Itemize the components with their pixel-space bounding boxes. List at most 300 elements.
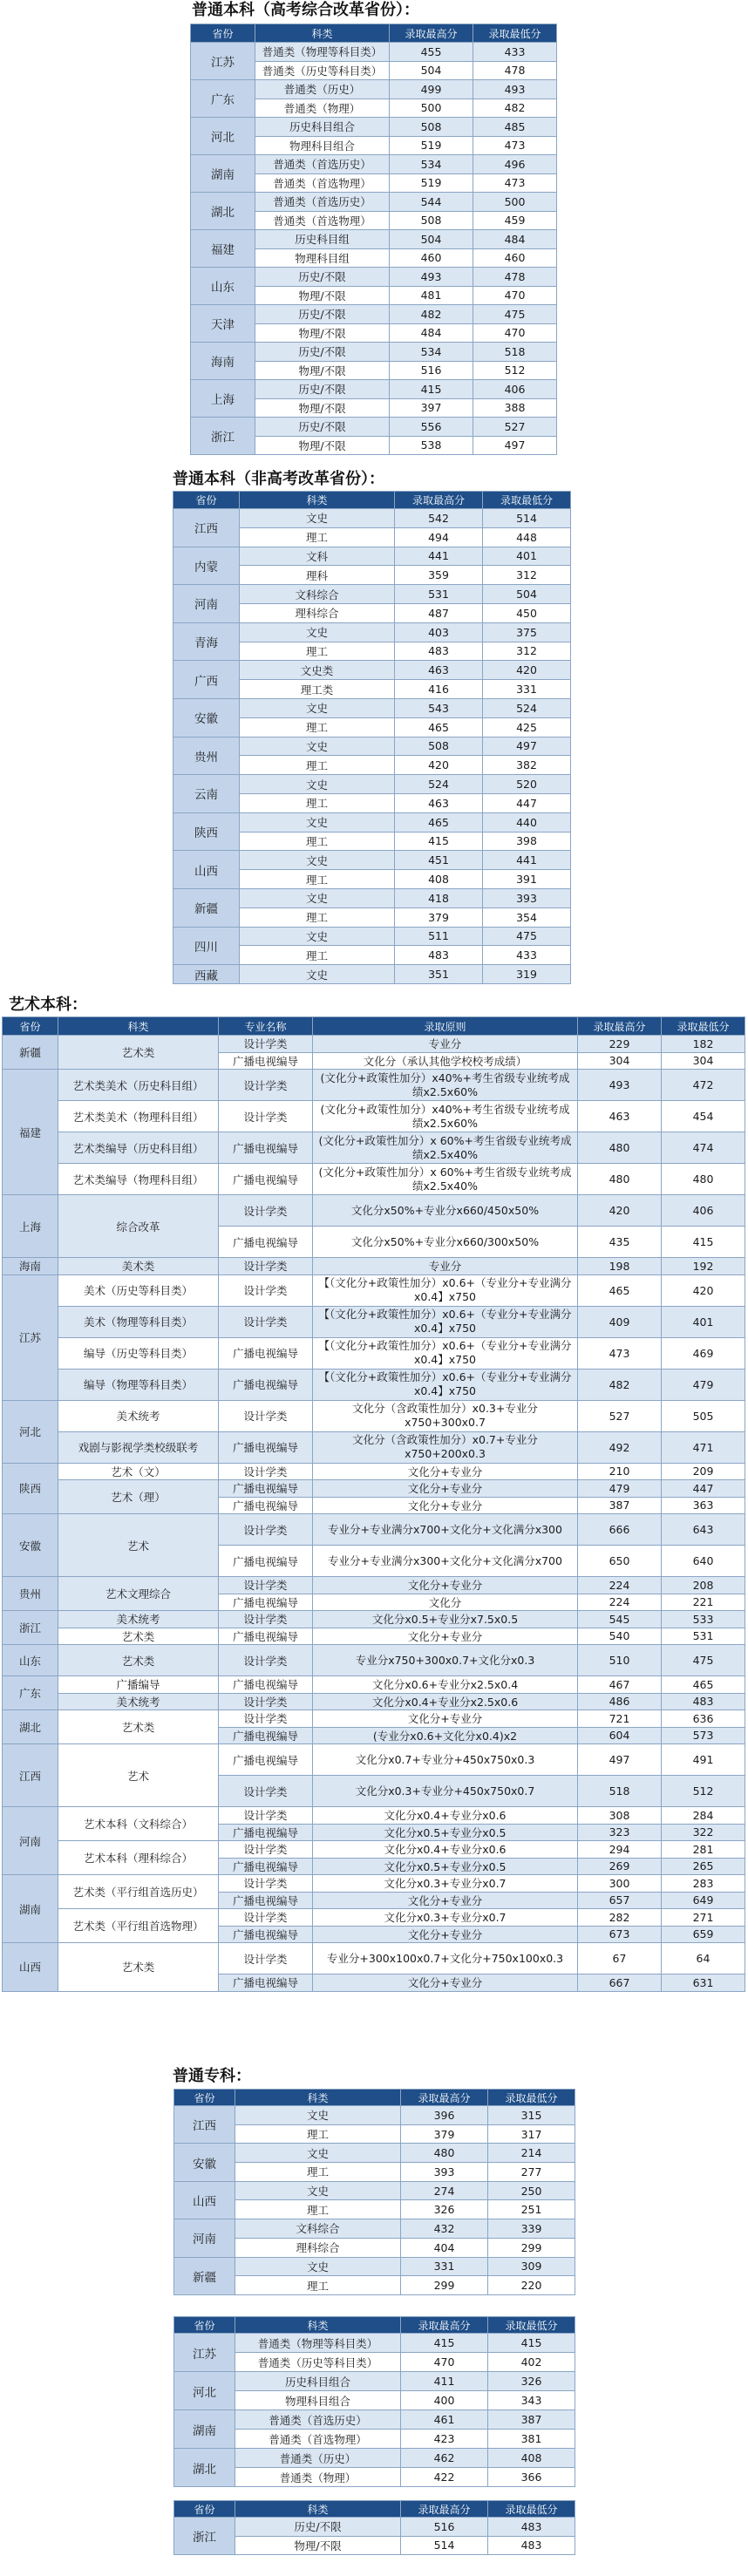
- max-score-cell: 657: [578, 1892, 662, 1909]
- table-row: [173, 927, 571, 946]
- max-score-cell: 482: [578, 1369, 662, 1400]
- province-cell: 江西: [173, 509, 240, 547]
- max-score-cell: 673: [578, 1926, 662, 1943]
- max-score-cell: 534: [390, 343, 473, 362]
- min-score-cell: 533: [662, 1611, 745, 1628]
- category-cell: 综合改革: [58, 1195, 219, 1258]
- max-score-cell: 351: [395, 965, 483, 984]
- min-score-cell: 505: [662, 1400, 745, 1431]
- min-score-cell: 500: [473, 193, 557, 212]
- rule-cell: 专业分: [313, 1036, 578, 1053]
- subject-cell: 理工: [240, 527, 395, 547]
- min-score-cell: 208: [662, 1577, 745, 1594]
- category-cell: 艺术: [58, 1514, 219, 1577]
- max-score-cell: 323: [578, 1824, 662, 1841]
- subject-cell: 文史: [240, 509, 395, 528]
- province-cell: 广东: [3, 1676, 58, 1710]
- table-row: [3, 1710, 745, 1728]
- header-row: [174, 2317, 575, 2334]
- max-score-cell: 415: [401, 2334, 488, 2353]
- major-cell: 广播电视编导: [219, 1369, 313, 1400]
- rule-cell: 文化分（含政策性加分）x0.7+专业分x750+200x0.3: [313, 1431, 578, 1463]
- subject-cell: 普通类（物理）: [255, 99, 390, 118]
- category-cell: 艺术类: [58, 1710, 219, 1744]
- max-score-cell: 420: [395, 756, 483, 775]
- max-score-cell: 423: [401, 2430, 488, 2449]
- province-cell: 上海: [3, 1195, 58, 1258]
- major-cell: 设计学类: [219, 1400, 313, 1431]
- max-score-cell: 527: [578, 1400, 662, 1431]
- table-row: [3, 1875, 745, 1893]
- table-row: [191, 155, 557, 174]
- major-cell: 设计学类: [219, 1514, 313, 1546]
- rule-cell: 专业分+专业满分x300+文化分+文化满分x700: [313, 1546, 578, 1577]
- max-score-cell: 418: [395, 888, 483, 907]
- max-score-cell: 331: [401, 2257, 488, 2276]
- subject-cell: 理工: [235, 2124, 401, 2144]
- max-score-cell: 198: [578, 1258, 662, 1275]
- max-score-cell: 326: [401, 2200, 488, 2219]
- province-cell: 浙江: [3, 1611, 58, 1645]
- subject-cell: 理科综合: [235, 2238, 401, 2257]
- subject-cell: 历史科目组: [255, 230, 390, 249]
- subject-cell: 历史科目组合: [235, 2372, 401, 2391]
- subject-cell: 普通类（首选物理）: [255, 211, 390, 230]
- subject-cell: 物理科目组合: [235, 2391, 401, 2410]
- rule-cell: (文化分+政策性加分）x40%+考生省级专业统考成绩x2.5x60%: [313, 1070, 578, 1101]
- max-score-cell: 538: [390, 436, 473, 455]
- rule-cell: (文化分+政策性加分）x40%+考生省级专业统考成绩x2.5x60%: [313, 1101, 578, 1132]
- subject-cell: 文科: [240, 547, 395, 566]
- rule-cell: 文化分+专业分: [313, 1892, 578, 1909]
- table-row: [3, 1744, 745, 1776]
- table-row: [3, 1070, 745, 1101]
- min-score-cell: 366: [488, 2468, 575, 2487]
- province-cell: 河北: [174, 2372, 235, 2410]
- table-row: [191, 80, 557, 99]
- max-score-cell: 508: [390, 118, 473, 137]
- rule-cell: 文化分+专业分: [313, 1710, 578, 1728]
- province-cell: 山东: [191, 268, 255, 305]
- subject-cell: 文史: [240, 775, 395, 794]
- max-score-cell: 604: [578, 1727, 662, 1744]
- major-cell: 设计学类: [219, 1195, 313, 1227]
- category-cell: 艺术本科（理科综合）: [58, 1841, 219, 1875]
- table-row: [3, 1431, 745, 1463]
- province-cell: 河南: [173, 585, 240, 623]
- min-score-cell: 482: [473, 99, 557, 118]
- min-score-cell: 524: [483, 698, 571, 717]
- min-score-cell: 514: [483, 509, 571, 528]
- max-score-cell: 463: [395, 793, 483, 812]
- max-score-cell: 465: [395, 717, 483, 737]
- subject-cell: 历史/不限: [255, 343, 390, 362]
- min-score-cell: 474: [662, 1132, 745, 1164]
- subject-cell: 文史: [240, 965, 395, 984]
- major-cell: 广播电视编导: [219, 1164, 313, 1195]
- province-cell: 贵州: [173, 737, 240, 775]
- min-score-cell: 312: [483, 566, 571, 585]
- column-header: 省份: [174, 2317, 235, 2334]
- major-cell: 设计学类: [219, 1611, 313, 1628]
- max-score-cell: 483: [395, 946, 483, 965]
- min-score-cell: 309: [488, 2257, 575, 2276]
- column-header: 省份: [191, 24, 255, 43]
- max-score-cell: 504: [390, 230, 473, 249]
- max-score-cell: 224: [578, 1594, 662, 1611]
- min-score-cell: 425: [483, 717, 571, 737]
- rule-cell: 文化分x50%+专业分x660/450x50%: [313, 1195, 578, 1227]
- min-score-cell: 214: [488, 2144, 575, 2163]
- province-cell: 江西: [3, 1744, 58, 1807]
- province-cell: 湖南: [3, 1875, 58, 1943]
- min-score-cell: 381: [488, 2430, 575, 2449]
- table-row: [173, 888, 571, 907]
- category-cell: 编导（历史等科目类）: [58, 1337, 219, 1369]
- province-cell: 安徽: [174, 2144, 235, 2181]
- min-score-cell: 518: [473, 343, 557, 362]
- min-score-cell: 343: [488, 2391, 575, 2410]
- subject-cell: 普通类（首选历史）: [255, 193, 390, 212]
- column-header: 录取最高分: [578, 1017, 662, 1036]
- province-cell: 江苏: [174, 2334, 235, 2372]
- max-score-cell: 492: [578, 1431, 662, 1463]
- table-row: [3, 1101, 745, 1132]
- subject-cell: 理工: [240, 793, 395, 812]
- table-row: [3, 1676, 745, 1694]
- category-cell: 艺术类: [58, 1628, 219, 1645]
- rule-cell: 文化分x0.3+专业分x0.7: [313, 1909, 578, 1927]
- max-score-cell: 299: [401, 2276, 488, 2295]
- category-cell: 艺术类美术（物理科目组）: [58, 1101, 219, 1132]
- subject-cell: 历史科目组合: [255, 118, 390, 137]
- rule-cell: 文化分x0.5+专业分x7.5x0.5: [313, 1611, 578, 1628]
- min-score-cell: 483: [662, 1693, 745, 1710]
- min-score-cell: 363: [662, 1497, 745, 1514]
- header-row: [174, 2090, 575, 2106]
- province-cell: 上海: [191, 380, 255, 418]
- province-cell: 湖北: [174, 2449, 235, 2487]
- category-cell: 美术统考: [58, 1400, 219, 1431]
- province-cell: 云南: [173, 775, 240, 813]
- min-score-cell: 631: [662, 1974, 745, 1992]
- rule-cell: 【（文化分+政策性加分）x0.6+（专业分+专业满分x0.4】x750: [313, 1337, 578, 1369]
- subject-cell: 理工: [240, 946, 395, 965]
- max-score-cell: 508: [395, 737, 483, 756]
- column-header: 录取最低分: [488, 2317, 575, 2334]
- rule-cell: 文化分+专业分: [313, 1463, 578, 1480]
- rule-cell: (文化分+政策性加分）x 60%+考生省级专业统考成绩x2.5x40%: [313, 1164, 578, 1195]
- min-score-cell: 473: [473, 173, 557, 193]
- min-score-cell: 520: [483, 775, 571, 794]
- column-header: 录取最低分: [662, 1017, 745, 1036]
- subject-cell: 普通类（物理等科目类）: [235, 2334, 401, 2353]
- max-score-cell: 409: [578, 1306, 662, 1337]
- min-score-cell: 640: [662, 1546, 745, 1577]
- min-score-cell: 408: [488, 2449, 575, 2468]
- column-header: 录取最低分: [488, 2090, 575, 2106]
- rule-cell: 文化分+专业分: [313, 1628, 578, 1645]
- subject-cell: 理工: [240, 642, 395, 661]
- table-row: [173, 661, 571, 680]
- subject-cell: 普通类（物理等科目类）: [255, 43, 390, 62]
- table-row: [3, 1164, 745, 1195]
- rule-cell: 专业分+300x100x0.7+文化分+750x100x0.3: [313, 1943, 578, 1974]
- rule-cell: 文化分x0.7+专业分+450x750x0.3: [313, 1744, 578, 1776]
- min-score-cell: 250: [488, 2181, 575, 2200]
- province-cell: 西藏: [173, 965, 240, 984]
- province-cell: 广东: [191, 80, 255, 118]
- max-score-cell: 415: [390, 380, 473, 399]
- max-score-cell: 481: [390, 286, 473, 305]
- header-row: [174, 2501, 575, 2518]
- major-cell: 设计学类: [219, 1577, 313, 1594]
- nonreform-section-title: 普通本科（非高考改革省份）：: [173, 470, 384, 488]
- max-score-cell: 463: [578, 1101, 662, 1132]
- subject-cell: 理工类: [240, 680, 395, 699]
- min-score-cell: 475: [662, 1645, 745, 1676]
- table-row: [3, 1611, 745, 1628]
- max-score-cell: 282: [578, 1909, 662, 1927]
- table-row: [174, 2181, 575, 2200]
- max-score-cell: 524: [395, 775, 483, 794]
- category-cell: 艺术类（平行组首选物理）: [58, 1909, 219, 1943]
- min-score-cell: 450: [483, 603, 571, 622]
- subject-cell: 历史/不限: [235, 2518, 401, 2537]
- min-score-cell: 497: [483, 737, 571, 756]
- max-score-cell: 269: [578, 1858, 662, 1875]
- province-cell: 湖南: [191, 155, 255, 193]
- major-cell: 设计学类: [219, 1306, 313, 1337]
- province-cell: 河北: [191, 118, 255, 155]
- max-score-cell: 379: [401, 2124, 488, 2144]
- table-row: [191, 193, 557, 212]
- major-cell: 广播电视编导: [219, 1431, 313, 1463]
- major-cell: 广播电视编导: [219, 1926, 313, 1943]
- min-score-cell: 460: [473, 248, 557, 268]
- min-score-cell: 221: [662, 1594, 745, 1611]
- major-cell: 广播电视编导: [219, 1132, 313, 1164]
- min-score-cell: 512: [473, 361, 557, 380]
- min-score-cell: 64: [662, 1943, 745, 1974]
- rule-cell: 文化分x0.4+专业分x0.6: [313, 1807, 578, 1825]
- min-score-cell: 465: [662, 1676, 745, 1694]
- major-cell: 设计学类: [219, 1909, 313, 1927]
- category-cell: 戏剧与影视学类校级联考: [58, 1431, 219, 1463]
- major-cell: 广播电视编导: [219, 1497, 313, 1514]
- max-score-cell: 393: [401, 2163, 488, 2182]
- province-cell: 河南: [3, 1807, 58, 1875]
- min-score-cell: 473: [473, 136, 557, 155]
- rule-cell: 专业分+专业满分x700+文化分+文化满分x300: [313, 1514, 578, 1546]
- subject-cell: 理工: [240, 756, 395, 775]
- category-cell: 美术统考: [58, 1611, 219, 1628]
- max-score-cell: 493: [578, 1070, 662, 1101]
- subject-cell: 理工: [240, 870, 395, 889]
- province-cell: 陕西: [3, 1463, 58, 1514]
- rule-cell: 文化分（含政策性加分）x0.3+专业分x750+300x0.7: [313, 1400, 578, 1431]
- min-score-cell: 415: [662, 1227, 745, 1258]
- max-score-cell: 540: [578, 1628, 662, 1645]
- column-header: 录取最高分: [401, 2317, 488, 2334]
- max-score-cell: 487: [395, 603, 483, 622]
- min-score-cell: 496: [473, 155, 557, 174]
- max-score-cell: 543: [395, 698, 483, 717]
- min-score-cell: 387: [488, 2410, 575, 2430]
- vocational-admission-table-2: [173, 2316, 575, 2487]
- min-score-cell: 480: [662, 1164, 745, 1195]
- subject-cell: 普通类（首选历史）: [255, 155, 390, 174]
- min-score-cell: 322: [662, 1824, 745, 1841]
- major-cell: 设计学类: [219, 1943, 313, 1974]
- max-score-cell: 531: [395, 585, 483, 604]
- subject-cell: 普通类（首选物理）: [235, 2430, 401, 2449]
- max-score-cell: 467: [578, 1676, 662, 1694]
- major-cell: 广播电视编导: [219, 1594, 313, 1611]
- table-row: [174, 2144, 575, 2163]
- max-score-cell: 666: [578, 1514, 662, 1546]
- table-row: [3, 1807, 745, 1825]
- min-score-cell: 504: [483, 585, 571, 604]
- table-row: [191, 268, 557, 287]
- major-cell: 广播电视编导: [219, 1974, 313, 1992]
- subject-cell: 理工: [235, 2163, 401, 2182]
- major-cell: 设计学类: [219, 1693, 313, 1710]
- subject-cell: 物理/不限: [255, 398, 390, 418]
- min-score-cell: 497: [473, 436, 557, 455]
- province-cell: 安徽: [3, 1514, 58, 1577]
- province-cell: 四川: [173, 927, 240, 965]
- province-cell: 内蒙: [173, 547, 240, 585]
- rule-cell: (专业分x0.6+文化分x0.4)x2: [313, 1727, 578, 1744]
- min-score-cell: 209: [662, 1463, 745, 1480]
- column-header: 科类: [240, 492, 395, 509]
- column-header: 科类: [235, 2501, 401, 2518]
- min-score-cell: 401: [483, 547, 571, 566]
- subject-cell: 物理/不限: [235, 2536, 401, 2555]
- rule-cell: 文化分（承认其他学校校考成绩）: [313, 1052, 578, 1070]
- min-score-cell: 440: [483, 812, 571, 832]
- table-row: [3, 1943, 745, 1974]
- subject-cell: 理工: [240, 832, 395, 851]
- reform-section-title: 普通本科（高考综合改革省份）：: [192, 1, 419, 19]
- province-cell: 湖北: [191, 193, 255, 230]
- rule-cell: 文化分+专业分: [313, 1926, 578, 1943]
- max-score-cell: 534: [390, 155, 473, 174]
- max-score-cell: 422: [401, 2468, 488, 2487]
- min-score-cell: 470: [473, 286, 557, 305]
- max-score-cell: 483: [395, 642, 483, 661]
- min-score-cell: 220: [488, 2276, 575, 2295]
- header-row: [191, 24, 557, 43]
- column-header: 省份: [173, 492, 240, 509]
- table-row: [173, 812, 571, 832]
- subject-cell: 文科综合: [235, 2219, 401, 2239]
- rule-cell: 文化分x0.6+专业分x2.5x0.4: [313, 1676, 578, 1694]
- province-cell: 广西: [173, 661, 240, 699]
- min-score-cell: 406: [662, 1195, 745, 1227]
- province-cell: 新疆: [173, 888, 240, 927]
- max-score-cell: 397: [390, 398, 473, 418]
- major-cell: 广播电视编导: [219, 1546, 313, 1577]
- min-score-cell: 483: [488, 2518, 575, 2537]
- subject-cell: 普通类（历史）: [235, 2449, 401, 2468]
- subject-cell: 文史: [235, 2181, 401, 2200]
- category-cell: 美术类: [58, 1258, 219, 1275]
- rule-cell: (文化分+政策性加分）x 60%+考生省级专业统考成绩x2.5x40%: [313, 1132, 578, 1164]
- rule-cell: 文化分x0.5+专业分x0.5: [313, 1858, 578, 1875]
- category-cell: 美术（历史等科目类）: [58, 1274, 219, 1306]
- min-score-cell: 475: [473, 305, 557, 324]
- subject-cell: 历史/不限: [255, 305, 390, 324]
- min-score-cell: 312: [483, 642, 571, 661]
- rule-cell: 文化分+专业分: [313, 1480, 578, 1498]
- max-score-cell: 480: [401, 2144, 488, 2163]
- rule-cell: 【（文化分+政策性加分）x0.6+（专业分+专业满分x0.4】x750: [313, 1369, 578, 1400]
- max-score-cell: 274: [401, 2181, 488, 2200]
- rule-cell: 文化分: [313, 1594, 578, 1611]
- major-cell: 广播电视编导: [219, 1628, 313, 1645]
- category-cell: 美术统考: [58, 1693, 219, 1710]
- table-row: [174, 2219, 575, 2239]
- subject-cell: 文史: [240, 888, 395, 907]
- province-cell: 陕西: [173, 812, 240, 851]
- major-cell: 设计学类: [219, 1258, 313, 1275]
- min-score-cell: 448: [483, 527, 571, 547]
- min-score-cell: 475: [483, 927, 571, 946]
- rule-cell: 专业分x750+300x0.7+文化分x0.3: [313, 1645, 578, 1676]
- rule-cell: 文化分+专业分: [313, 1577, 578, 1594]
- province-cell: 湖北: [3, 1710, 58, 1744]
- min-score-cell: 491: [662, 1744, 745, 1776]
- max-score-cell: 721: [578, 1710, 662, 1728]
- max-score-cell: 516: [390, 361, 473, 380]
- max-score-cell: 396: [401, 2106, 488, 2125]
- max-score-cell: 519: [390, 173, 473, 193]
- province-cell: 浙江: [191, 418, 255, 455]
- province-cell: 贵州: [3, 1577, 58, 1611]
- max-score-cell: 514: [401, 2536, 488, 2555]
- major-cell: 广播电视编导: [219, 1858, 313, 1875]
- province-cell: 新疆: [3, 1036, 58, 1070]
- province-cell: 河北: [3, 1400, 58, 1463]
- table-row: [3, 1693, 745, 1710]
- min-score-cell: 459: [473, 211, 557, 230]
- min-score-cell: 447: [483, 793, 571, 812]
- rule-cell: 【（文化分+政策性加分）x0.6+（专业分+专业满分x0.4】x750: [313, 1274, 578, 1306]
- subject-cell: 普通类（物理）: [235, 2468, 401, 2487]
- category-cell: 编导（物理等科目类）: [58, 1369, 219, 1400]
- table-row: [173, 585, 571, 604]
- subject-cell: 文史: [240, 851, 395, 870]
- max-score-cell: 411: [401, 2372, 488, 2391]
- major-cell: 设计学类: [219, 1101, 313, 1132]
- rule-cell: 文化分x0.4+专业分x0.6: [313, 1841, 578, 1859]
- min-score-cell: 339: [488, 2219, 575, 2239]
- major-cell: 广播电视编导: [219, 1480, 313, 1498]
- table-row: [191, 305, 557, 324]
- major-cell: 设计学类: [219, 1036, 313, 1053]
- table-row: [3, 1909, 745, 1927]
- column-header: 录取最高分: [390, 24, 473, 43]
- min-score-cell: 478: [473, 268, 557, 287]
- max-score-cell: 416: [395, 680, 483, 699]
- rule-cell: 专业分: [313, 1258, 578, 1275]
- max-score-cell: 479: [578, 1480, 662, 1498]
- province-cell: 江苏: [3, 1274, 58, 1400]
- subject-cell: 理科综合: [240, 603, 395, 622]
- art-section-title: 艺术本科：: [9, 996, 87, 1014]
